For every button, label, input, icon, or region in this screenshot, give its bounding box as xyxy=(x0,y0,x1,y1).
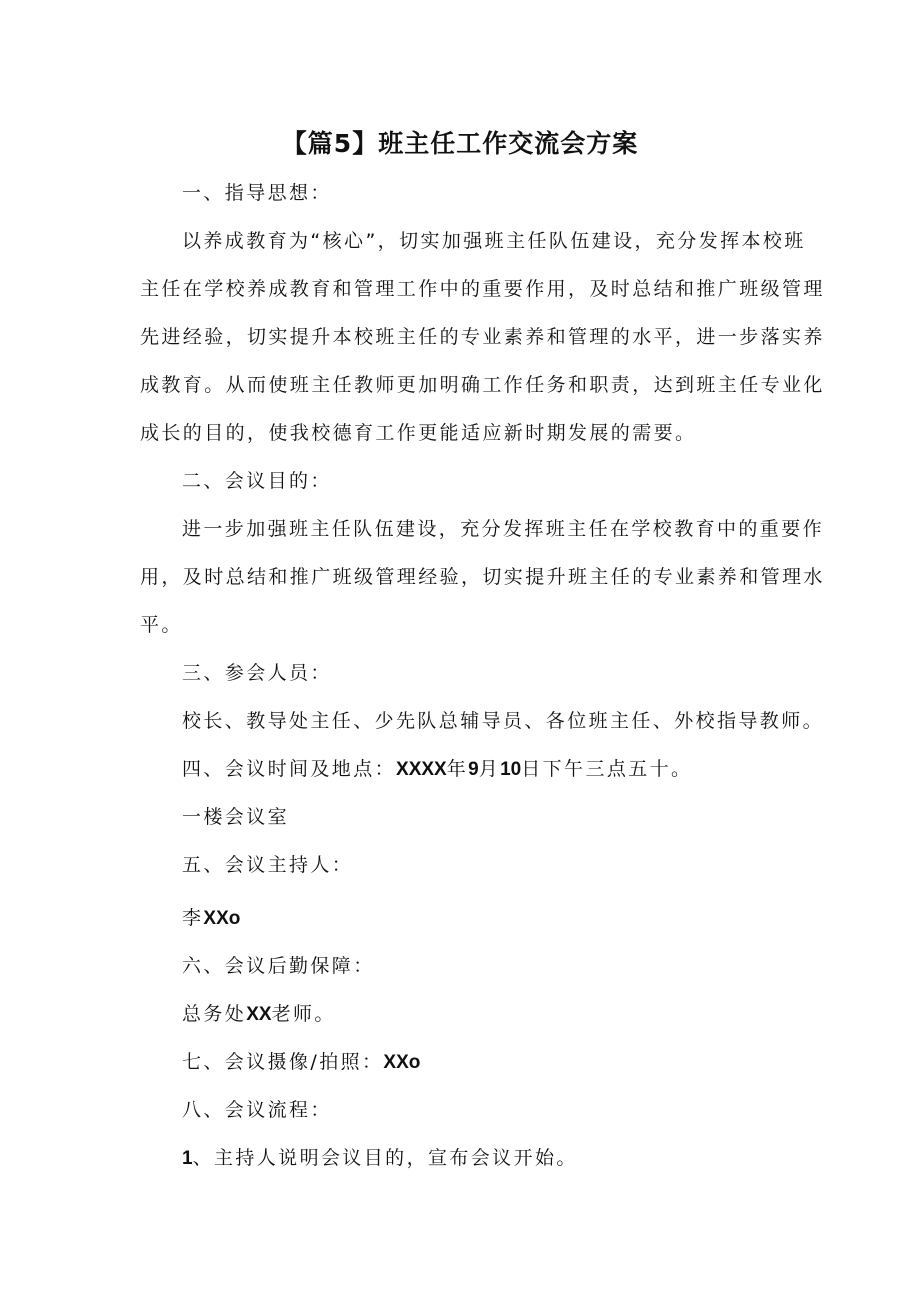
day-value: 10 xyxy=(500,759,522,780)
photography-line xyxy=(182,1048,420,1077)
section-heading: 二、会议目的： xyxy=(182,470,332,492)
section-heading: 一、指导思想： xyxy=(182,182,332,204)
logistics-name: XX xyxy=(246,1004,272,1025)
section-heading: 三、参会人员： xyxy=(182,662,332,684)
section-label: 七、会议摄像/拍照： xyxy=(182,1051,384,1073)
host-name: XXo xyxy=(203,908,241,929)
list-item xyxy=(182,1144,578,1173)
year-value: XXXX xyxy=(396,759,447,780)
section-label: 四、会议时间及地点： xyxy=(182,758,397,780)
item-text: 、主持人说明会议目的，宣布会议开始。 xyxy=(192,1147,578,1169)
host-surname: 李 xyxy=(182,907,204,929)
paragraph-line: 进一步加强班主任队伍建设，充分发挥班主任在学校教育中的重要作 xyxy=(182,518,825,540)
logistics-suffix: 老师。 xyxy=(271,1003,336,1025)
paragraph-line: 以养成教育为“核心”，切实加强班主任队伍建设，充分发挥本校班 xyxy=(182,230,806,252)
section-heading: 六、会议后勤保障： xyxy=(182,955,375,977)
logistics-line xyxy=(182,1000,336,1029)
section-heading: 八、会议流程： xyxy=(182,1099,332,1121)
item-number: 1 xyxy=(182,1148,193,1169)
meeting-place: 一楼会议室 xyxy=(182,806,290,828)
month-value: 9 xyxy=(468,759,479,780)
paragraph-line: 成教育。从而使班主任教师更加明确工作任务和职责，达到班主任专业化 xyxy=(140,374,825,396)
month-unit: 月 xyxy=(478,758,501,780)
paragraph-line: 成长的目的，使我校德育工作更能适应新时期发展的需要。 xyxy=(140,422,697,444)
paragraph-line: 先进经验，切实提升本校班主任的专业素养和管理的水平，进一步落实养 xyxy=(140,326,825,348)
host-line xyxy=(182,904,240,933)
paragraph-line: 主任在学校养成教育和管理工作中的重要作用，及时总结和推广班级管理 xyxy=(140,278,825,300)
photographer-name: XXo xyxy=(383,1052,421,1073)
section-heading: 五、会议主持人： xyxy=(182,854,354,876)
logistics-prefix: 总务处 xyxy=(182,1003,247,1025)
year-unit: 年 xyxy=(446,758,469,780)
meeting-time-line xyxy=(182,755,692,784)
page-title: 【篇5】班主任工作交流会方案 xyxy=(281,129,639,158)
paragraph-line: 用，及时总结和推广班级管理经验，切实提升班主任的专业素养和管理水 xyxy=(140,566,825,588)
paragraph-line: 校长、教导处主任、少先队总辅导员、各位班主任、外校指导教师。 xyxy=(182,710,825,732)
time-text: 日下午三点五十。 xyxy=(521,758,693,780)
paragraph-line: 平。 xyxy=(140,614,183,636)
